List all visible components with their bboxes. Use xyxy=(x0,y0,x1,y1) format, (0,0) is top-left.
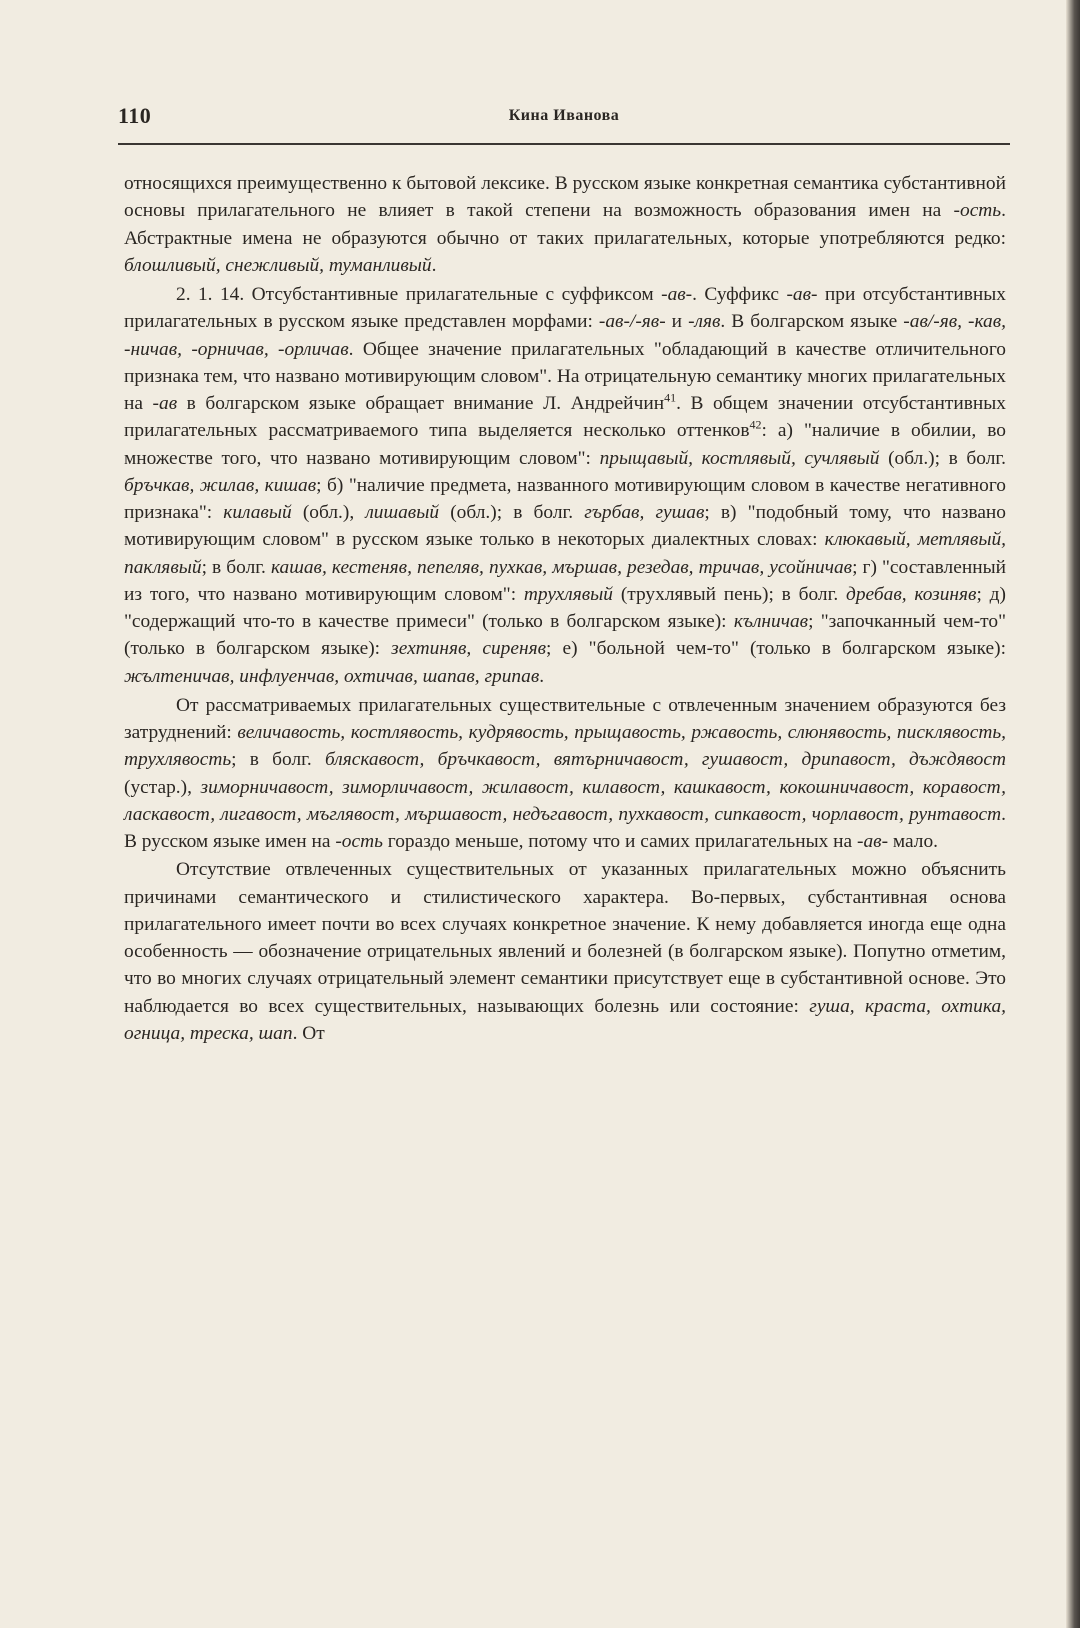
footnote-ref-42: 42 xyxy=(749,417,762,432)
page-header xyxy=(118,103,1010,137)
body-text xyxy=(124,170,1006,1047)
paragraph-3: От рассматриваемых прилагательных существительные с отвлеченным значением образуются без затруднений: величавость, костлявость, кудрявость, прыщавость, ржавость, слюнявость, писклявость, трухлявость; в болг. бляскавост, бръчкавост, вятърничавост, гушавост, дрипавост, дъждявост (устар.), зиморничавост, зиморличавост, жилавост, килавост, кашкавост, кокошничавост, коравост, ласкавост, лигавост, мъглявост, мършавост, недъгавост, пухкавост, сипкавост, чорлавост, рунтавост. В русском языке имен на -ость гораздо меньше, потому что и самих прилагательных на -ав- мало. xyxy=(124,694,1006,852)
running-head: Кина Иванова xyxy=(508,107,620,124)
header-rule xyxy=(118,143,1010,145)
page-edge xyxy=(1066,0,1080,1628)
footnote-ref-41: 41 xyxy=(664,390,677,405)
page-number: 110 xyxy=(118,103,152,128)
paragraph-4: Отсутствие отвлеченных существительных от указанных прилагательных можно объяснить причинами семантического и стилистического характера. Во-первых, субстантивная основа прилагательного имеет почти во всех случаях конкретное значение. К нему добавляется иногда еще одна особенность — обозначение отрицательных явлений и болезней (в болгарском языке). Попутно отметим, что во многих случаях отрицательный элемент семантики присутствует еще в субстантивной основе. Это наблюдается во всех существительных, называющих болезнь или состояние: гуша, краста, охтика, огница, треска, шап. От xyxy=(124,859,1006,1044)
paragraph-2: 2. 1. 14. Отсубстантивные прилагательные с суффиксом -ав-. Суффикс -ав- при отсубстантивных прилагательных в русском языке представлен морфами: -ав-/-яв- и -ляв. В болгарском языке -ав/-яв, -кав, -ничав, -орничав, -орличав. Общее значение прилагательных "обладающий в качестве отличительного признака тем, что названо мотивирующим словом". На отрицательную семантику многих прилагательных на -ав в болгарском языке обращает внимание Л. Андрейчин$^{41}$. В общем значении отсубстантивных прилагательных рассматриваемого типа выделяется несколько оттенков$^{42}$: а) "наличие в обилии, во множестве того, что названо мотивирующим словом": прыщавый, костлявый, сучлявый (обл.); в болг. бръчкав, жилав, кишав; б) "наличие предмета, названного мотивирующим словом в качестве негативного признака": килавый (обл.), лишавый (обл.); в болг. гърбав, гушав; в) "подобный тому, что названо мотивирующим словом" в русском языке только в некоторых диалектных словах: клюкавый, метлявый, паклявый; в болг. кашав, кестеняв, пепеляв, пухкав, мършав, резедав, тричав, усойничав; г) "составленный из того, что названо мотивирующим словом": трухлявый (трухлявый пень); в болг. дребав, козиняв; д) "содержащий что-то в качестве примеси" (только в болгарском языке): кълничав; "започканный чем-то" (только в болгарском языке): зехтиняв, сиреняв; е) "больной чем-то" (только в болгарском языке): жълтеничав, инфлуенчав, охтичав, шапав, грипав. xyxy=(124,284,1007,687)
paragraph-1: относящихся преимущественно к бытовой лексике. В русском языке конкретная семантика субстантивной основы прилагательного не влияет в такой степени на возможность образования имен на -ость. Абстрактные имена не образуются обычно от таких прилагательных, которые употребляются редко: блошливый, снежливый, туманливый. xyxy=(124,173,1006,276)
